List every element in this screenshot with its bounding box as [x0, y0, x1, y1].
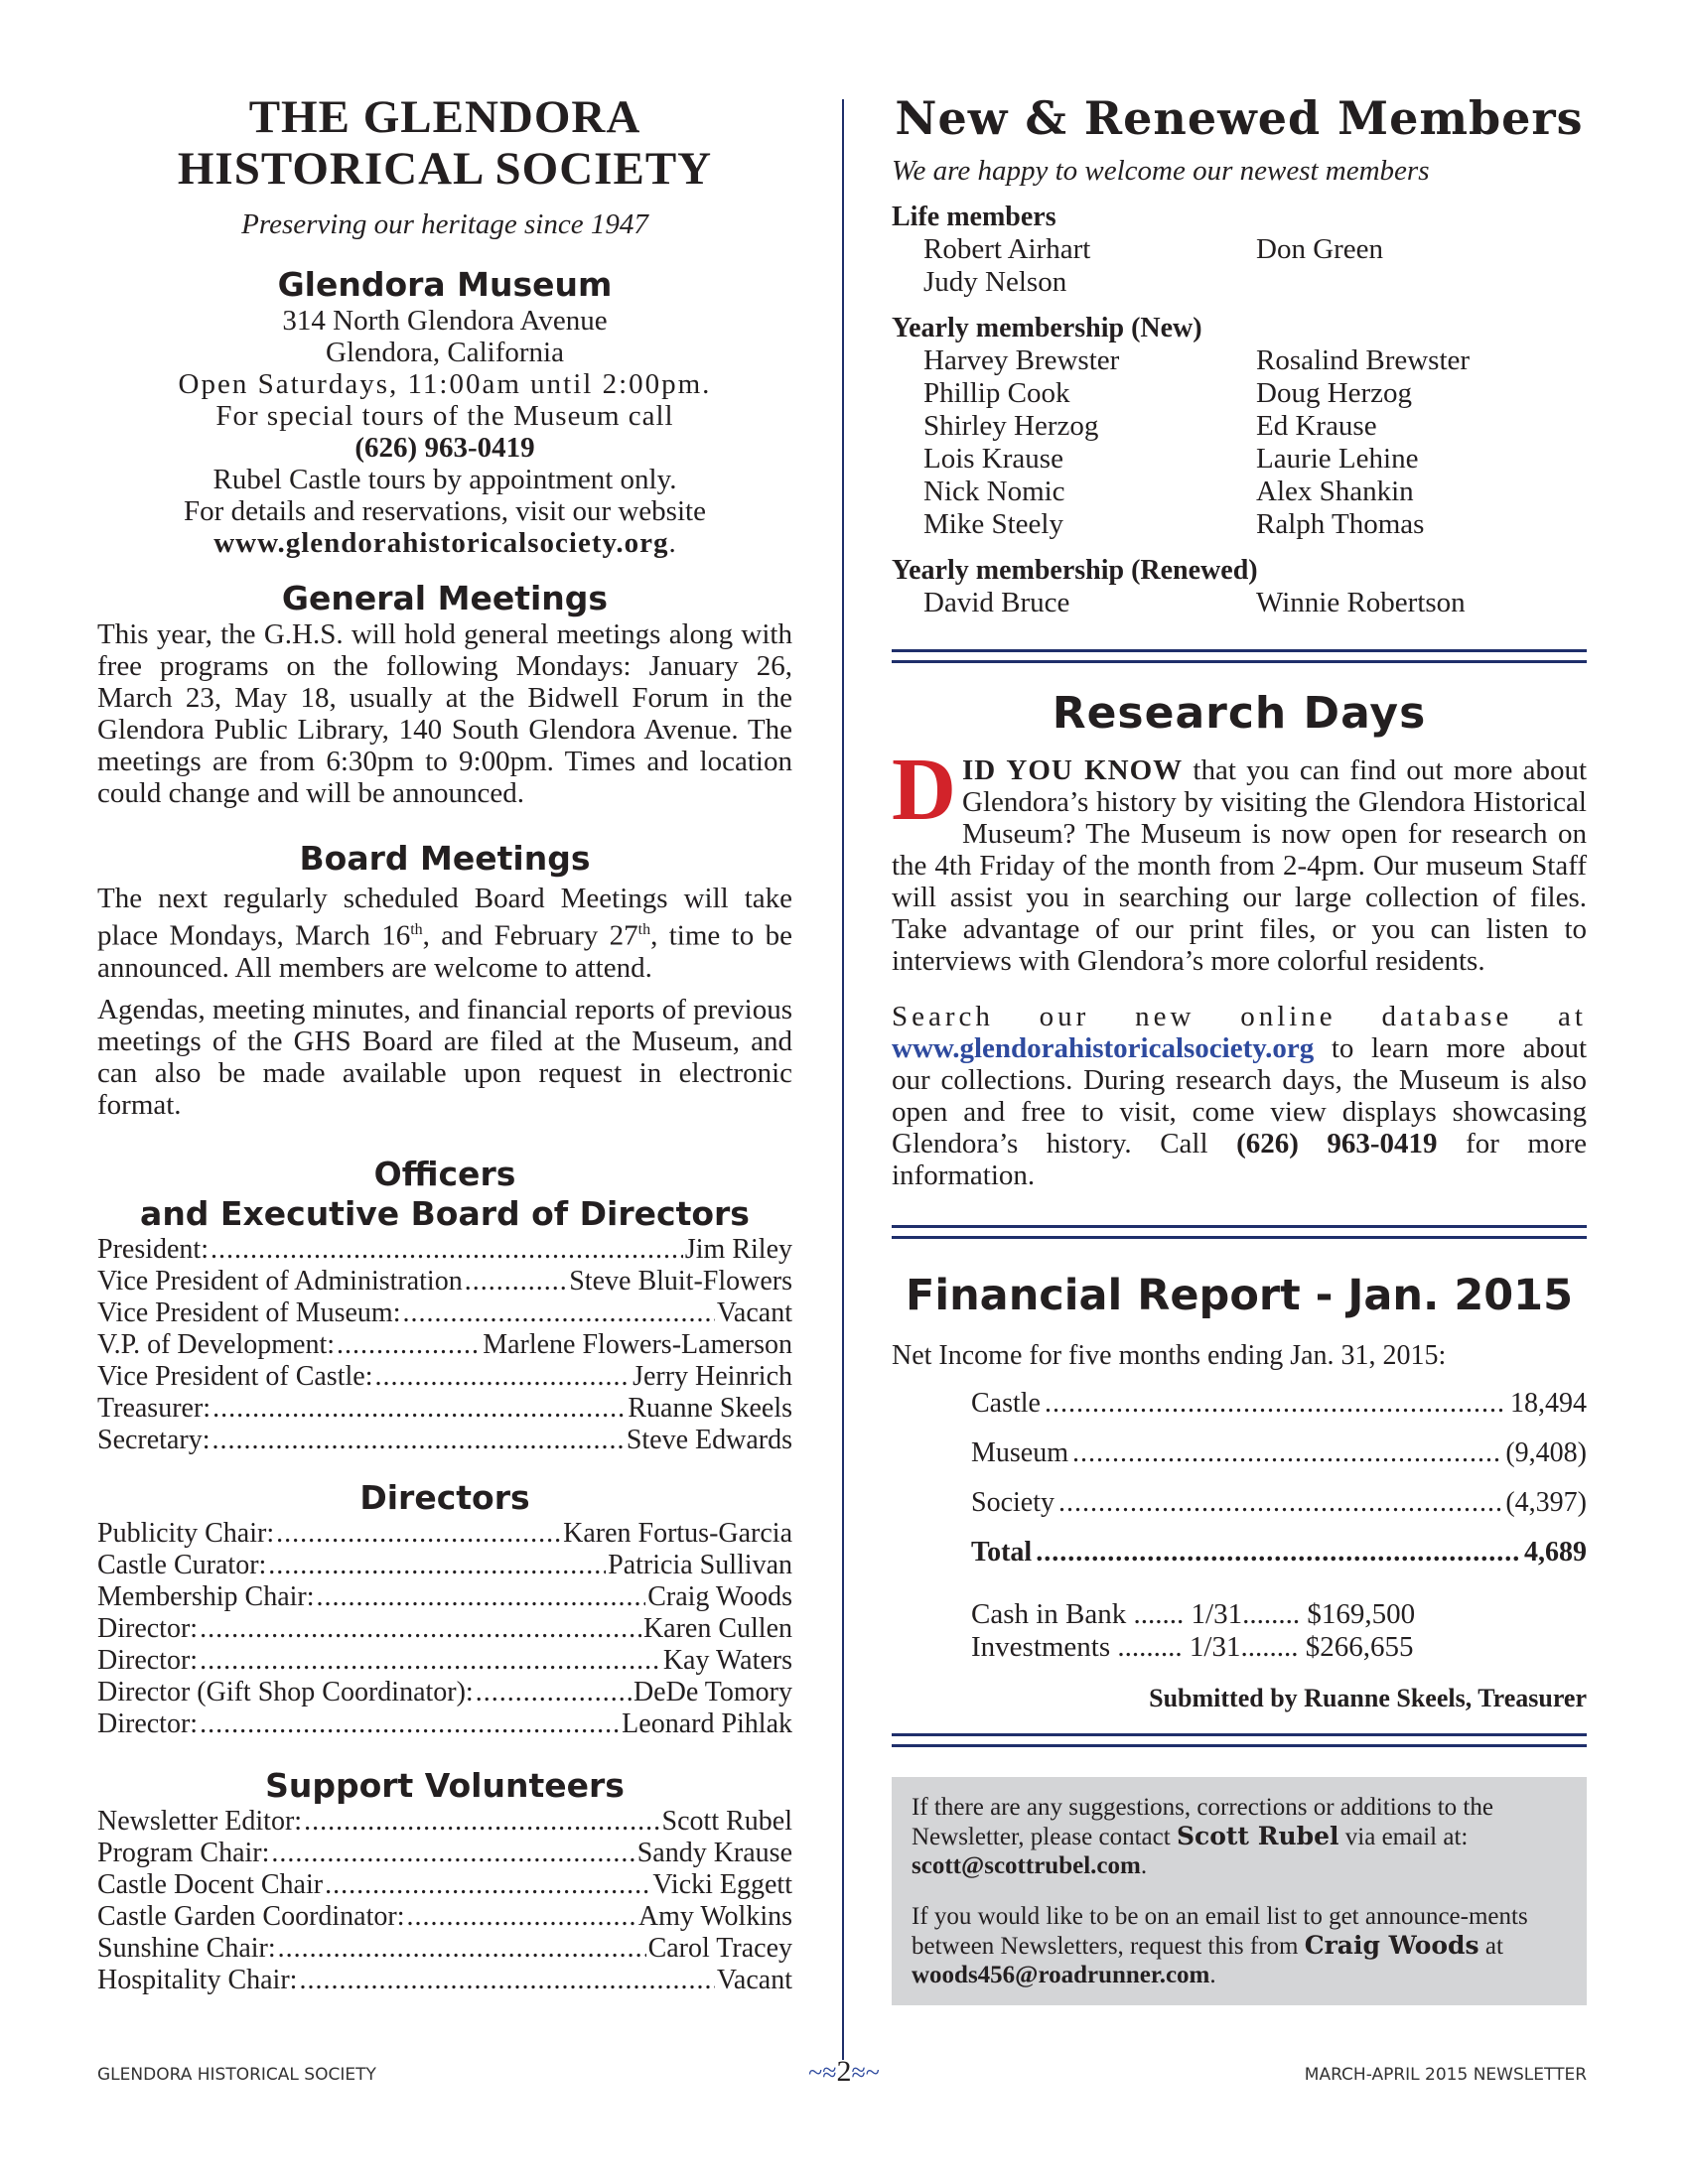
financial-value: 18,494	[1510, 1388, 1587, 1419]
member-names-grid	[892, 587, 1587, 619]
castle-tours-line: Rubel Castle tours by appointment only.	[212, 464, 677, 495]
financial-row	[971, 1487, 1587, 1537]
member-name: Laurie Lehine	[1256, 443, 1419, 475]
volunteers-list	[97, 1806, 792, 1996]
page-number-value: 2	[836, 2055, 852, 2088]
director-name: Patricia Sullivan	[608, 1549, 792, 1580]
officers-heading	[97, 1155, 792, 1234]
director-role: Publicity Chair:	[97, 1517, 275, 1549]
tagline: Preserving our heritage since 1947	[241, 208, 648, 240]
address-line1: 314 North Glendora Avenue	[282, 305, 608, 337]
research-p2-b: to learn more about our collections. During research days, the Museum is also open and free to visit, come view displays showcasing Glendora’s history. Call	[892, 1032, 1587, 1160]
volunteer-name: Vacant	[716, 1964, 792, 1995]
address-line2: Glendora, California	[326, 337, 564, 368]
officers-heading-line2: and Executive Board of Directors	[140, 1193, 750, 1233]
details-line: For details and reservations, visit our website	[184, 495, 706, 527]
member-name: Alex Shankin	[1256, 476, 1414, 507]
research-p2	[892, 1001, 1587, 1191]
volunteer-role: Newsletter Editor:	[97, 1805, 303, 1837]
member-name: Ralph Thomas	[1256, 508, 1425, 540]
board-meetings-text	[97, 883, 792, 984]
balances	[971, 1598, 1587, 1664]
volunteer-row	[97, 1806, 792, 1838]
website-period: .	[668, 527, 676, 559]
officer-name: Jerry Heinrich	[633, 1360, 792, 1392]
director-row	[97, 1677, 792, 1708]
financial-label: Society	[971, 1487, 1055, 1518]
director-name: Karen Fortus-Garcia	[563, 1517, 792, 1549]
officer-name: Vacant	[716, 1297, 792, 1328]
board-text-b: , and February 27	[422, 919, 638, 952]
contact-p2-b: at	[1478, 1933, 1503, 1960]
director-row	[97, 1550, 792, 1581]
financial-row	[971, 1388, 1587, 1437]
research-p1: that you can find out more about Glendora’s history by visiting the Glendora Historical Museum? The Museum is now open for research on the 4th Friday of the month from 2-4pm. Our museum Staff will assist you in searching our large collection of files. Take advantage of our print files, or you can listen to interviews with Glendora’s more colorful residents.	[892, 754, 1587, 977]
volunteer-name: Carol Tracey	[647, 1932, 792, 1964]
member-name: Winnie Robertson	[1256, 587, 1466, 618]
total-label: Total	[971, 1537, 1033, 1568]
research-lead-caps: ID YOU KNOW	[962, 754, 1184, 786]
member-name: Rosalind Brewster	[1256, 344, 1471, 376]
financial-intro: Net Income for five months ending Jan. 31, 2015:	[892, 1340, 1447, 1371]
officer-name: Marlene Flowers-Lamerson	[483, 1328, 792, 1360]
member-group-label: Life members	[892, 202, 1056, 232]
director-role: Director:	[97, 1707, 199, 1739]
officer-name: Ruanne Skeels	[628, 1392, 792, 1424]
investments-value: $266,655	[1305, 1631, 1414, 1663]
members-heading: New & Renewed Members	[895, 91, 1584, 145]
officer-row	[97, 1361, 792, 1393]
financial-row	[971, 1437, 1587, 1487]
volunteer-name: Amy Wolkins	[637, 1900, 792, 1932]
officer-row	[97, 1393, 792, 1425]
total-value: 4,689	[1524, 1537, 1587, 1568]
contact-p1-b: via email at:	[1338, 1824, 1469, 1850]
contact-box	[892, 1777, 1587, 2005]
officer-row	[97, 1425, 792, 1456]
contact-p2-c: .	[1209, 1962, 1216, 1988]
investments-label: Investments	[971, 1631, 1111, 1663]
submitted-by: Submitted by Ruanne Skeels, Treasurer	[1149, 1684, 1587, 1712]
officer-row	[97, 1329, 792, 1361]
director-role: Director:	[97, 1644, 199, 1676]
member-name: Mike Steely	[923, 508, 1063, 540]
director-name: Karen Cullen	[642, 1612, 792, 1644]
contact-name-editor: Scott Rubel	[1176, 1822, 1339, 1850]
research-p2-a: Search our new online database at	[892, 1001, 1587, 1032]
general-meetings-heading: General Meetings	[281, 579, 609, 617]
contact-p2-a: If you would like to be on an email list to get announce-ments between Newsletters, request this from	[912, 1903, 1528, 1960]
member-name: David Bruce	[923, 587, 1070, 618]
director-name: Leonard Pihlak	[622, 1707, 792, 1739]
financial-label: Castle	[971, 1388, 1041, 1419]
database-link[interactable]: www.glendorahistoricalsociety.org	[892, 1032, 1315, 1064]
website-link[interactable]: www.glendorahistoricalsociety.org	[213, 527, 669, 559]
director-name: Craig Woods	[647, 1580, 792, 1612]
membership-email-link[interactable]: woods456@roadrunner.com	[912, 1962, 1210, 1988]
volunteer-role: Sunshine Chair:	[97, 1932, 276, 1964]
volunteer-role: Hospitality Chair:	[97, 1964, 298, 1995]
member-name: Robert Airhart	[923, 233, 1091, 265]
member-name: Harvey Brewster	[923, 344, 1120, 376]
director-role: Director:	[97, 1612, 199, 1644]
officer-row	[97, 1297, 792, 1329]
officer-row	[97, 1234, 792, 1266]
financial-total-row	[971, 1537, 1587, 1586]
member-names-grid	[892, 344, 1587, 541]
volunteer-name: Vicki Eggett	[652, 1868, 792, 1900]
board-sup1: th	[410, 921, 423, 938]
director-row	[97, 1518, 792, 1550]
board-records-text: Agendas, meeting minutes, and financial reports of previous meetings of the GHS Board are filed at the Museum, and can also be made available upon request in electronic format.	[97, 993, 792, 1121]
director-row	[97, 1708, 792, 1740]
member-group-label: Yearly membership (New)	[892, 313, 1202, 343]
officer-role: President:	[97, 1233, 209, 1265]
officer-role: Secretary:	[97, 1424, 211, 1455]
footer-right: MARCH-APRIL 2015 NEWSLETTER	[1304, 2065, 1587, 2085]
board-text-a: The next regularly scheduled Board Meetings will take place Mondays, March 16	[97, 883, 792, 952]
officers-list	[97, 1234, 792, 1456]
research-p2-c: for more information.	[892, 1128, 1587, 1191]
member-name: Nick Nomic	[923, 476, 1065, 507]
tours-line: For special tours of the Museum call	[215, 400, 674, 432]
volunteer-row	[97, 1933, 792, 1965]
officer-name: Steve Edwards	[626, 1424, 792, 1455]
volunteer-row	[97, 1838, 792, 1869]
director-row	[97, 1581, 792, 1613]
member-name: Phillip Cook	[923, 377, 1070, 409]
section-divider	[892, 1733, 1587, 1747]
editor-email-link[interactable]: scott@scottrubel.com	[912, 1852, 1141, 1879]
board-text-c: , time to be announced. All members are welcome to attend.	[97, 919, 792, 984]
museum-heading: Glendora Museum	[277, 265, 613, 304]
member-name: Doug Herzog	[1256, 377, 1413, 409]
contact-p1-a: If there are any suggestions, corrections or additions to the Newsletter, please contact	[912, 1794, 1493, 1850]
member-name: Judy Nelson	[923, 266, 1067, 298]
financial-label: Museum	[971, 1437, 1068, 1468]
member-name: Don Green	[1256, 233, 1384, 265]
volunteer-role: Program Chair:	[97, 1837, 270, 1868]
financial-value: (9,408)	[1505, 1437, 1587, 1468]
research-heading: Research Days	[1052, 688, 1427, 739]
swash-right-icon: ≈~	[851, 2058, 880, 2087]
officer-name: Steve Bluit-Flowers	[569, 1265, 792, 1297]
officer-name: Jim Riley	[684, 1233, 792, 1265]
section-divider	[892, 1225, 1587, 1239]
volunteer-role: Castle Garden Coordinator:	[97, 1900, 405, 1932]
director-row	[97, 1613, 792, 1645]
member-group-label: Yearly membership (Renewed)	[892, 555, 1258, 586]
drop-cap: D	[892, 741, 956, 839]
member-names-grid	[892, 233, 1587, 299]
investments-row: Investments ......... 1/31........ $266,655	[971, 1631, 1414, 1663]
volunteer-row	[97, 1901, 792, 1933]
research-text	[892, 741, 1587, 977]
officer-role: Vice President of Castle:	[97, 1360, 373, 1392]
cash-date: 1/31	[1191, 1598, 1243, 1630]
general-meetings-text: This year, the G.H.S. will hold general meetings along with free programs on the following Mondays: January 26, March 23, May 18, usually at the Bidwell Forum in the Glendora Public Library, 140 South Glendora Avenue. The meetings are from 6:30pm to 9:00pm. Times and location could change and will be announced.	[97, 618, 792, 809]
column-divider	[842, 99, 844, 2060]
officer-role: Treasurer:	[97, 1392, 211, 1424]
cash-label: Cash in Bank	[971, 1598, 1127, 1630]
research-phone: (626) 963-0419	[1236, 1128, 1438, 1160]
contact-p2	[912, 1902, 1567, 1989]
investments-date: 1/31	[1189, 1631, 1241, 1663]
directors-heading: Directors	[359, 1477, 530, 1517]
volunteer-row	[97, 1869, 792, 1901]
officer-role: V.P. of Development:	[97, 1328, 336, 1360]
director-role: Membership Chair:	[97, 1580, 315, 1612]
board-meetings-heading: Board Meetings	[299, 839, 591, 878]
footer-left: GLENDORA HISTORICAL SOCIETY	[97, 2065, 376, 2085]
financial-heading: Financial Report - Jan. 2015	[905, 1271, 1574, 1320]
officer-role: Vice President of Museum:	[97, 1297, 401, 1328]
members-intro: We are happy to welcome our newest members	[892, 155, 1430, 187]
officer-role: Vice President of Administration	[97, 1265, 463, 1297]
masthead-line2: HISTORICAL SOCIETY	[177, 143, 713, 195]
director-name: DeDe Tomory	[633, 1676, 792, 1707]
director-name: Kay Waters	[662, 1644, 792, 1676]
masthead-title	[97, 91, 792, 195]
museum-hours: Open Saturdays, 11:00am until 2:00pm.	[178, 368, 712, 400]
contact-p1	[912, 1793, 1567, 1880]
directors-list	[97, 1518, 792, 1740]
volunteer-name: Scott Rubel	[661, 1805, 792, 1837]
director-role: Castle Curator:	[97, 1549, 267, 1580]
cash-value: $169,500	[1307, 1598, 1416, 1630]
director-role: Director (Gift Shop Coordinator):	[97, 1676, 474, 1707]
swash-left-icon: ~≈	[808, 2058, 837, 2087]
board-sup2: th	[637, 921, 651, 938]
officers-heading-line1: Officers	[373, 1154, 516, 1193]
right-column	[892, 91, 1587, 2005]
museum-info	[97, 305, 792, 559]
volunteers-heading: Support Volunteers	[265, 1765, 625, 1805]
director-row	[97, 1645, 792, 1677]
contact-name-membership: Craig Woods	[1304, 1931, 1479, 1960]
left-column	[97, 91, 792, 1996]
volunteer-name: Sandy Krause	[636, 1837, 792, 1868]
contact-p1-c: .	[1140, 1852, 1148, 1879]
financial-value: (4,397)	[1505, 1487, 1587, 1518]
cash-row: Cash in Bank ....... 1/31........ $169,500	[971, 1598, 1416, 1630]
masthead-line1: THE GLENDORA	[248, 91, 641, 143]
member-name: Shirley Herzog	[923, 410, 1099, 442]
section-divider	[892, 649, 1587, 663]
officer-row	[97, 1266, 792, 1297]
member-name: Ed Krause	[1256, 410, 1377, 442]
volunteer-row	[97, 1965, 792, 1996]
page-number	[784, 2055, 904, 2089]
member-name: Lois Krause	[923, 443, 1063, 475]
volunteer-role: Castle Docent Chair	[97, 1868, 324, 1900]
museum-phone: (626) 963-0419	[354, 432, 535, 464]
